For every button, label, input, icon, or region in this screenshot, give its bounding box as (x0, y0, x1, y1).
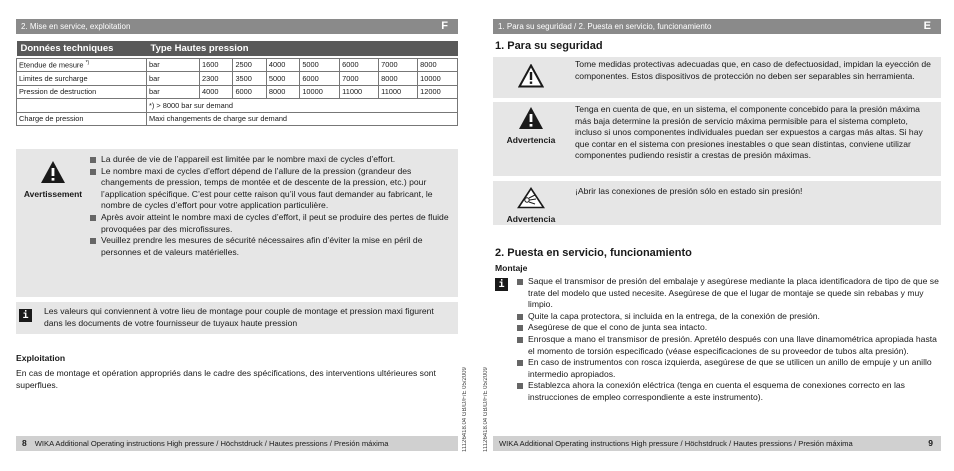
table-cell: 1600 (200, 58, 233, 72)
table-cell: 11000 (340, 85, 379, 99)
table-cell: 10000 (418, 72, 458, 86)
table-cell: bar (147, 85, 200, 99)
table-row (17, 85, 458, 99)
row-label: Limites de surcharge (17, 72, 147, 86)
left-page (0, 0, 458, 471)
table-cell: 4000 (266, 58, 299, 72)
warning-text (90, 154, 456, 258)
warning-label: Avertissement (23, 189, 83, 199)
table-cell: 8000 (418, 58, 458, 72)
table-cell: 2300 (200, 72, 233, 86)
document-code-right: 11126418.04 GB/D/F/E 05/2009 (483, 367, 489, 452)
list-item: Establezca ahora la conexión eléctrica (tenga en cuenta el esquema de conexiones correcto en las instrucciones de empleo correspondiente a este instrumento). (517, 380, 939, 403)
table-cell: 6000 (300, 72, 340, 86)
table-cell: 12000 (418, 85, 458, 99)
language-tag-f: F (441, 20, 448, 32)
caution-icon-group (493, 64, 569, 93)
exploitation-heading: Exploitation (16, 353, 66, 363)
table-row (17, 58, 458, 72)
document-code-left: 11126418.04 GB/D/F/E 05/2009 (462, 367, 468, 452)
info-icon: i (19, 309, 32, 322)
table-cell: bar (147, 72, 200, 86)
table-cell: 11000 (379, 85, 418, 99)
table-cell: 5000 (300, 58, 340, 72)
table-row (17, 112, 458, 126)
footer-text: WIKA Additional Operating instructions High pressure / Höchstdruck / Hautes pressions / Presión máxima (499, 439, 853, 448)
right-header (493, 19, 941, 34)
table-cell: 6000 (340, 58, 379, 72)
row-label: Pression de destruction (17, 85, 147, 99)
warning-text-pressure: Tenga en cuenta de que, en un sistema, el componente concebido para la presión máxima más baja determine la presión de servicio máxima permisible para el sistema completo, incluso si unos componentes individuales puedan ser expuestos a cargas más altas. Si hay que contar en el sistema con presiones inestables o que sean distintas, conviene utilizar componentes pudiendo resistir a crestas de presión máximas. (575, 104, 923, 161)
table-row (17, 72, 458, 86)
pressure-hazard-icon (517, 187, 545, 209)
right-footer (493, 436, 941, 451)
info-icon: i (495, 278, 508, 291)
list-item: En caso de instrumentos con rosca izquierda, asegúrese de que se utilicen un anillo de empuje y un anillo intermedio apropiados. (517, 357, 939, 380)
warning-triangle-icon (40, 160, 66, 184)
page-number: 8 (22, 438, 27, 448)
list-item: Le nombre maxi de cycles d’effort dépend de l’allure de la pression (grandeur des changements de pression, temps de montée et de descente de la pression, etc.) pour l’application spécifique. C’est pour cette raison qu’il vous faut demander au fabricant, le nombre de cycles d’effort pour votre application particulière. (90, 166, 456, 212)
table-cell: 4000 (200, 85, 233, 99)
table-cell: 8000 (379, 72, 418, 86)
table-footnote: *) > 8000 bar sur demand (147, 99, 458, 113)
montaje-heading: Montaje (495, 263, 528, 273)
table-cell: Maxi changements de charge sur demand (147, 112, 458, 126)
table-cell: 5000 (266, 72, 299, 86)
list-item: Veuillez prendre les mesures de sécurité nécessaires afin d’éviter la mise en péril de personnes et de valeurs matérielles. (90, 235, 456, 258)
warning-label: Advertencia (506, 214, 556, 224)
right-page (493, 0, 941, 471)
warning-triangle-icon (518, 106, 544, 130)
warning-icon-group (493, 106, 569, 145)
list-item: Enrosque a mano el transmisor de presión. Apretélo después con una llave dinamométrica apropiada hasta el momento de torsión especificado (véase especificaciones de su proveedor de tubos alta presión). (517, 334, 939, 357)
table-cell: bar (147, 58, 200, 72)
table-cell: 2500 (233, 58, 266, 72)
table-row (17, 99, 458, 113)
row-label: Etendue de mesure (19, 60, 84, 70)
section-title-commissioning: 2. Puesta en servicio, funcionamiento (495, 247, 692, 259)
table-header-type: Type Hautes pression (147, 41, 458, 56)
right-header-title: 1. Para su seguridad / 2. Puesta en servicio, funcionamiento (498, 22, 712, 31)
caution-text: Tome medidas protectivas adecuadas que, en caso de defectuosidad, impidan la eyección de componentes. Estos dispositivos de protección no deben ser separables sin herramienta. (575, 59, 931, 81)
list-item: Après avoir atteint le nombre maxi de cycles d’effort, il peut se produire des pertes de fluide provoquées par des microfissures. (90, 212, 456, 235)
exploitation-text: En cas de montage et opération appropriés dans le cadre des spécifications, des interventions ultérieures sont superflues. (16, 368, 436, 390)
footer-text: WIKA Additional Operating instructions High pressure / Höchstdruck / Hautes pressions / Presión máxima (34, 439, 389, 448)
section-title-safety: 1. Para su seguridad (495, 40, 603, 52)
table-cell: 7000 (340, 72, 379, 86)
technical-data-table (16, 41, 458, 126)
table-header-label: Données techniques (17, 41, 147, 56)
row-label: Charge de pression (17, 112, 147, 126)
list-item: Saque el transmisor de presión del embalaje y asegúrese mediante la placa identificadora de tipo de que se trate del modelo que usted necesite. Asegúrese de que el lugar de montaje se quede sin rebabas y muy limpio. (517, 276, 939, 311)
info-text: Les valeurs qui conviennent à votre lieu de montage pour couple de montage et pression maxi figurent dans les documents de votre fournisseur de tuyaux haute pression (44, 306, 434, 328)
table-cell: 6000 (233, 85, 266, 99)
left-footer (16, 436, 458, 451)
row-footnote-mark: *) (85, 60, 90, 67)
table-cell: 10000 (300, 85, 340, 99)
warning-icon-group (493, 187, 569, 224)
left-header-title: 2. Mise en service, exploitation (21, 22, 131, 31)
list-item: La durée de vie de l’appareil est limitée par le nombre maxi de cycles d’effort. (90, 154, 456, 166)
caution-triangle-icon (518, 64, 544, 88)
warning-label: Advertencia (506, 135, 556, 145)
warning-icon-group (16, 160, 90, 199)
list-item: Quite la capa protectora, si incluida en la entrega, de la conexión de presión. (517, 311, 939, 323)
list-item: Asegúrese de que el cono de junta sea intacto. (517, 322, 939, 334)
table-cell: 7000 (379, 58, 418, 72)
page-number: 9 (928, 438, 933, 448)
warning-text-connections: ¡Abrir las conexiones de presión sólo en estado sin presión! (575, 186, 803, 196)
left-header (16, 19, 458, 34)
language-tag-e: E (923, 20, 931, 32)
mounting-instructions (517, 276, 939, 404)
table-cell: 3500 (233, 72, 266, 86)
table-cell: 8000 (266, 85, 299, 99)
